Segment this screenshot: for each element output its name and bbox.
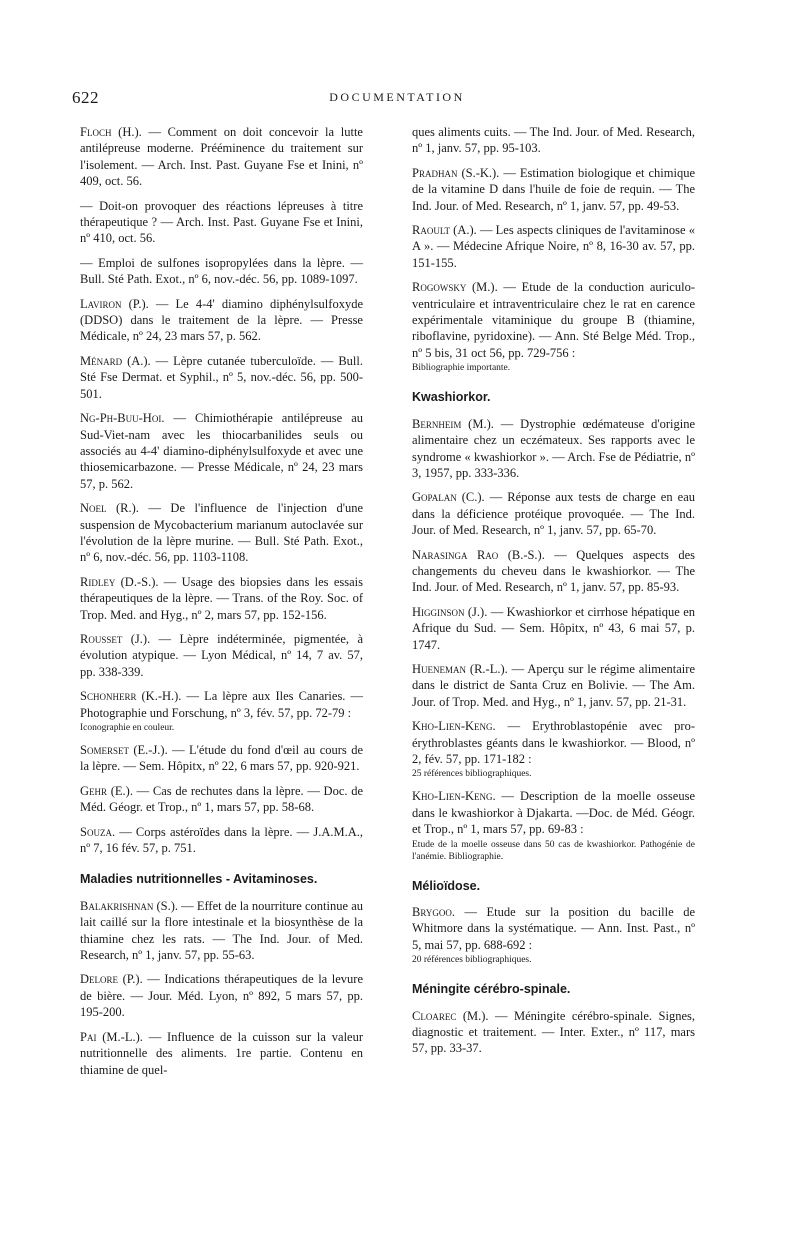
entry-author: Ridley (D.-S.). [80,574,159,589]
bibliography-entry [80,742,363,775]
entry-text: — Etude de la conduction auriculo-ventriculaire et intraventriculaire chez le rat en carence expérimentale vitaminique du groupe B (thiamine, riboflavine, pyridoxine). — Ann. Sté Belge Méd. Trop., nº 5 bis, 31 oct 56, pp. 729-756 : [412,280,695,360]
nutrition-entries-left [80,898,363,1078]
entry-text: — Doit-on provoquer des réactions lépreuses à titre thérapeutique ? — Arch. Inst. Past. Guyane Fse et Inini, nº 410, oct. 56. [80,198,363,246]
entry-text: — Erythroblastopénie avec pro-érythroblastes géants dans le kwashiorkor. — Blood, nº 2, fév. 57, pp. 171-182 : [412,719,695,766]
entry-text: — Etude sur la position du bacille de Whitmore dans la systématique. — Ann. Inst. Past., nº 5, mai 57, pp. 688-692 : [412,905,695,952]
entry-note: Etude de la moelle osseuse dans 50 cas de kwashiorkor. Pathogénie de l'anémie. Bibliographie. [412,839,695,862]
meningite-entries [412,1008,695,1057]
bibliography-entry [412,904,695,966]
running-title: DOCUMENTATION [329,90,465,104]
entry-text: — Description de la moelle osseuse dans le kwashiorkor à Djakarta. —Doc. de Méd. Géogr. et Trop., nº 1, mars 57, pp. 69-83 : [412,789,695,837]
bibliography-entry [412,788,695,862]
bibliography-entry [80,574,363,623]
entry-author: Rousset (J.). [80,631,151,646]
section-heading-nutrition: Maladies nutritionnelles - Avitaminoses. [80,872,318,887]
entry-author: Floch (H.). [80,125,142,139]
entry-author: Delore (P.). [80,972,143,987]
entry-author: Ménard (A.). [80,353,151,368]
entry-author: Laviron (P.). [80,296,149,311]
bibliography-entry [80,824,363,857]
entry-text: — Quelques aspects des changements du cheveu dans le kwashiorkor. — The Ind. Jour. of Med. Research, nº 1, janv. 57, pp. 85-93. [412,547,695,595]
entry-text: — Méningite cérébro-spinale. Signes, diagnostic et traitement. — Inter. Exter., nº 117, mars 57, pp. 33-37. [412,1008,695,1056]
entry-text: — Chimiothérapie antilépreuse au Sud-Viet-nam avec les thiocarbanilides seuls ou associés au 4-4' diamino-diphénylsulfoxyde et avec une thiosemicarbazone. — Presse Médicale, nº 24, 23 mars 57, p. 562. [80,411,363,491]
bibliography-entry [412,604,695,653]
entry-text: — Estimation biologique et chimique de la vitamine D dans l'huile de foie de requin. — The Ind. Jour. of Med. Research, nº 1, janv. 57, pp. 49-53. [412,165,696,213]
entry-text: — De l'influence de l'injection d'une suspension de Mycobacterium marianum autoclavée sur l'évolution de la lèpre murine. — Bull. Sté Path. Exot., nº 6, nov.-déc. 56, pp. 1103-1108. [80,501,363,565]
entry-author: Bernheim (M.). [412,416,494,431]
entry-text: — Le 4-4' diamino diphénylsulfoxyde (DDSO) dans le traitement de la lèpre. — Presse Médicale, nº 24, 23 mars 57, p. 562. [80,296,363,344]
bibliography-entry [80,631,363,680]
bibliography-entry [80,971,363,1020]
entry-author: Gopalan (C.). [412,490,485,505]
entry-text: — Lèpre indéterminée, pigmentée, à évolution atypique. — Lyon Médical, nº 14, 7 av. 57, pp. 338-339. [80,631,363,679]
leprosy-entries [80,124,363,856]
entry-author: Pradhan (S.-K.). [412,165,500,180]
entry-text: — Emploi de sulfones isopropylées dans la lèpre. — Bull. Sté Path. Exot., nº 6, nov.-déc. 56, pp. 1089-1097. [80,255,363,287]
entry-author: Pai (M.-L.). [80,1029,143,1044]
bibliography-entry [80,124,363,190]
entry-author: Schonherr (K.-H.). [80,689,182,704]
entry-author: Souza. [80,824,116,839]
entry-author: Ng-Ph-Buu-Hoi. [80,411,165,426]
entry-author: Raoult (A.). [412,223,477,238]
bibliography-entry [412,1008,695,1057]
bibliography-entry [80,500,363,566]
section-heading-meningite: Méningite cérébro-spinale. [412,982,571,997]
entry-author: Higginson (J.). [412,604,488,619]
continued-entry-text: ques aliments cuits. — The Ind. Jour. of Med. Research, nº 1, janv. 57, pp. 95-103. [412,125,695,156]
bibliography-entry [80,688,363,734]
entry-author: Hueneman (R.-L.). [412,661,508,676]
bibliography-entry [412,661,695,710]
bibliography-entry [412,718,695,780]
entry-note: 25 références bibliographiques. [412,769,532,780]
entry-author: Rogowsky (M.). [412,280,498,295]
melioidose-entries [412,904,695,966]
entry-author: Brygoo. [412,905,455,920]
kwashiorkor-entries [412,416,695,863]
bibliography-entry [412,547,695,596]
entry-author: Narasinga Rao (B.-S.). [412,547,545,562]
bibliography-entry [80,198,363,247]
entry-note: Bibliographie importante. [412,363,511,374]
section-heading-melioidose: Mélioïdose. [412,878,481,893]
entry-author: Kho-Lien-Keng. [412,719,496,734]
entry-text: — Comment on doit concevoir la lutte antilépreuse moderne. Prééminence du traitement sur l'isolement. — Arch. Inst. Past. Guyane Fse et Inini, nº 409, oct. 56. [80,125,363,189]
left-column [80,124,363,1086]
page-number: 622 [72,88,99,107]
entry-text: — Réponse aux tests de charge en eau dans la déficience protéique provoquée. — The Ind. Jour. of Med. Research, nº 1, janv. 57, pp. 65-70. [412,490,696,538]
page-header [72,88,722,112]
entry-text: — Corps astéroïdes dans la lèpre. — J.A.M.A., nº 7, 16 fév. 57, p. 751. [80,824,363,856]
entry-author: Somerset (E.-J.). [80,743,168,757]
entry-text: — Aperçu sur le régime alimentaire dans le district de Santa Cruz en Bolivie. — The Am. Jour. of Trop. Med. and Hyg., nº 1, janv. 57, pp. 21-31. [412,661,695,709]
entry-text: — Kwashiorkor et cirrhose hépatique en Afrique du Sud. — Sem. Hôpitx, nº 43, 6 mai 57, p. 1747. [412,604,695,652]
entry-text: — Indications thérapeutiques de la levure de bière. — Jour. Méd. Lyon, nº 892, 5 mars 57, pp. 195-200. [80,972,363,1020]
bibliography-entry [80,410,363,492]
bibliography-entry [80,353,363,402]
entry-text: — La lèpre aux Iles Canaries. — Photographie und Forschung, nº 3, fév. 57, pp. 72-79 : [80,689,363,720]
bibliography-entry [412,222,695,271]
bibliography-entry [412,416,695,482]
bibliography-entry [80,255,363,288]
entry-author: Gehr (E.). [80,783,133,798]
entry-note: 20 références bibliographiques. [412,955,532,966]
entry-text: — Influence de la cuisson sur la valeur nutritionnelle des aliments. 1re partie. Contenu en thiamine de quel- [80,1029,364,1077]
right-column [412,124,695,1065]
entry-text: — Usage des biopsies dans les essais thérapeutiques de la lèpre. — Trans. of the Roy. Soc. of Trop. Med. and Hyg., nº 2, mars 57, pp. 152-156. [80,574,363,622]
entry-author: Cloarec (M.). [412,1008,489,1023]
entry-text: — Les aspects cliniques de l'avitaminose « A ». — Médecine Afrique Noire, nº 8, 16-30 av. 57, pp. 151-155. [412,223,696,270]
entry-author: Kho-Lien-Keng. [412,789,496,804]
bibliography-entry [80,898,363,964]
bibliography-entry [80,783,363,816]
entry-text: — Cas de rechutes dans la lèpre. — Doc. de Méd. Géogr. et Trop., nº 1, mars 57, pp. 58-68. [80,783,363,815]
entry-text: — Effet de la nourriture continue au lait caillé sur la flore intestinale et la biosynthèse de la thiamine chez les rats. — The Ind. Jour. of Med. Research, nº 1, janv. 57, pp. 55-63. [80,898,363,963]
bibliography-entry [80,296,363,345]
bibliography-entry [80,1029,363,1078]
entry-text: — Dystrophie œdémateuse d'origine alimentaire chez un eczémateux. Ses rapports avec le syndrome « kwashiorkor ». — Arch. Fse de Pédiatrie, nº 3, 1957, pp. 333-336. [412,416,695,480]
bibliography-entry [412,165,695,214]
entry-text: — L'étude du fond d'œil au cours de la lèpre. — Sem. Hôpitx, nº 22, 6 mars 57, pp. 920-921. [80,743,363,774]
bibliography-entry [412,279,695,374]
entry-author: Balakrishnan (S.). [80,898,179,913]
entry-note: Iconographie en couleur. [80,723,175,733]
entry-text: — Lèpre cutanée tuberculoïde. — Bull. Sté Fse Dermat. et Syphil., nº 5, nov.-déc. 56, pp. 500-501. [80,353,364,401]
bibliography-entry [412,489,695,538]
section-heading-kwashiorkor: Kwashiorkor. [412,390,491,405]
entry-author: Noel (R.). [80,501,139,516]
nutrition-entries-right [412,165,695,374]
